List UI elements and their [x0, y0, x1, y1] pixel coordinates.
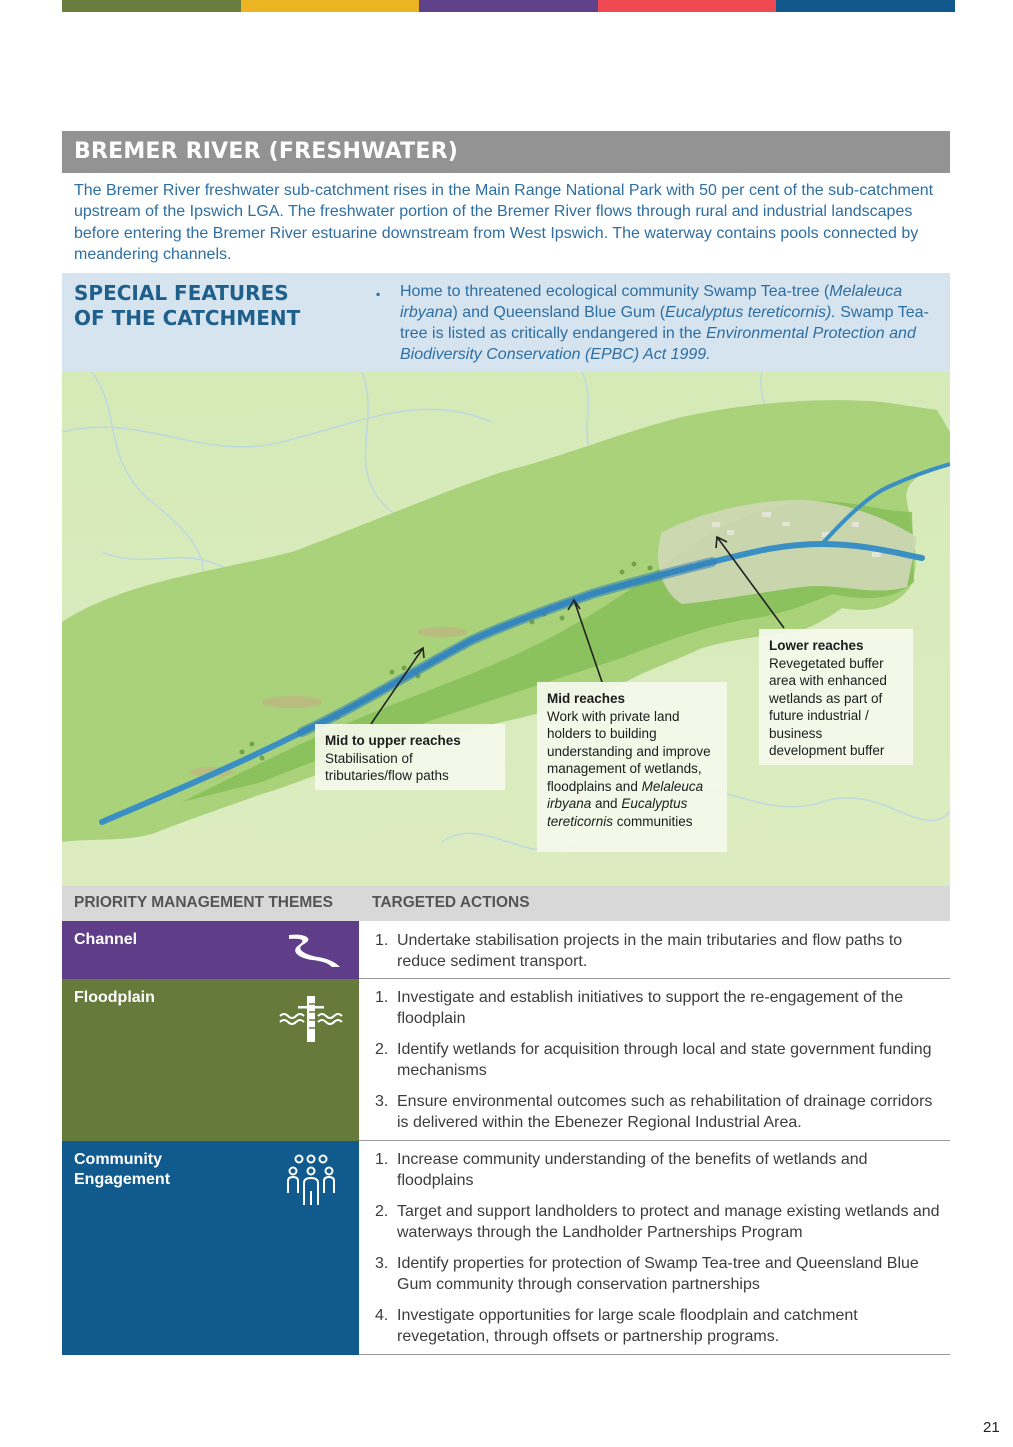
bullet-icon: ▪	[376, 287, 381, 301]
action-item: 1. Investigate and establish initiatives to support the re-engagement of the floodplain	[375, 989, 904, 1027]
flood-gauge-icon	[278, 994, 344, 1044]
callout-lower-reaches: Lower reaches Revegetated buffer area with enhanced wetlands as part of future industrial / business development buffer	[759, 629, 913, 765]
river-icon	[284, 929, 344, 969]
special-features-title: SPECIAL FEATURES OF THE CATCHMENT	[74, 281, 301, 330]
color-bar-segment-purple	[419, 0, 598, 12]
actions-floodplain	[359, 979, 950, 1141]
section-title: BREMER RIVER (FRESHWATER)	[62, 131, 950, 173]
action-item: 2. Target and support landholders to protect and manage existing wetlands and waterways through the Landholder Partnerships Program	[375, 1203, 940, 1241]
actions-channel	[359, 921, 950, 979]
table-header	[62, 886, 950, 921]
color-bar-segment-red	[598, 0, 777, 12]
table-row-community-engagement	[62, 1141, 950, 1355]
header-priority-themes: PRIORITY MANAGEMENT THEMES	[74, 894, 333, 911]
special-features-panel	[62, 273, 950, 372]
action-item: 3. Ensure environmental outcomes such as rehabilitation of drainage corridors is delivered within the Ebenezer Regional Industrial Area.	[375, 1093, 933, 1131]
theme-community-engagement	[62, 1141, 359, 1355]
table-row-channel	[62, 921, 950, 979]
action-item: 1. Undertake stabilisation projects in the main tributaries and flow paths to reduce sediment transport.	[375, 932, 903, 970]
catchment-map	[62, 372, 950, 886]
top-color-bar	[62, 0, 955, 12]
color-bar-segment-green	[62, 0, 241, 12]
theme-channel	[62, 921, 359, 979]
color-bar-segment-blue	[776, 0, 955, 12]
theme-label: Channel	[74, 931, 138, 948]
actions-community-engagement	[359, 1141, 950, 1355]
header-targeted-actions: TARGETED ACTIONS	[372, 894, 530, 911]
color-bar-segment-yellow	[241, 0, 420, 12]
action-item: 3. Identify properties for protection of Swamp Tea-tree and Queensland Blue Gum community through conservation partnerships	[375, 1255, 919, 1293]
people-group-icon	[286, 1153, 336, 1207]
table-row-floodplain	[62, 979, 950, 1141]
action-item: 2. Identify wetlands for acquisition through local and state government funding mechanisms	[375, 1041, 932, 1079]
theme-floodplain	[62, 979, 359, 1141]
theme-label: Community Engagement	[74, 1151, 171, 1188]
intro-paragraph: The Bremer River freshwater sub-catchment rises in the Main Range National Park with 50 per cent of the sub-catchment upstream of the Ipswich LGA. The freshwater portion of the Bremer River flows through rural and industrial landscapes before entering the Bremer River estuarine downstream from West Ipswich. The waterway contains pools connected by meandering channels.	[74, 182, 934, 263]
theme-label: Floodplain	[74, 989, 155, 1006]
special-features-text: ▪ Home to threatened ecological community Swamp Tea-tree (Melaleuca irbyana) and Queensland Blue Gum (Eucalyptus tereticornis). Swamp Tea-tree is listed as critically endangered in the Environmental Protection and Biodiversity Conservation (EPBC) Act 1999.	[376, 283, 929, 363]
page-number: 21	[983, 1419, 1000, 1436]
callout-mid-to-upper-reaches: Mid to upper reaches Stabilisation of tributaries/flow paths	[315, 724, 505, 790]
action-item: 4. Investigate opportunities for large scale floodplain and catchment revegetation, through offsets or partnership programs.	[375, 1307, 858, 1345]
callout-mid-reaches: Mid reaches Work with private land holders to building understanding and improve management of wetlands, floodplains and Melaleuca irbyana and Eucalyptus tereticornis communities	[537, 682, 727, 852]
action-item: 1. Increase community understanding of the benefits of wetlands and floodplains	[375, 1151, 868, 1189]
